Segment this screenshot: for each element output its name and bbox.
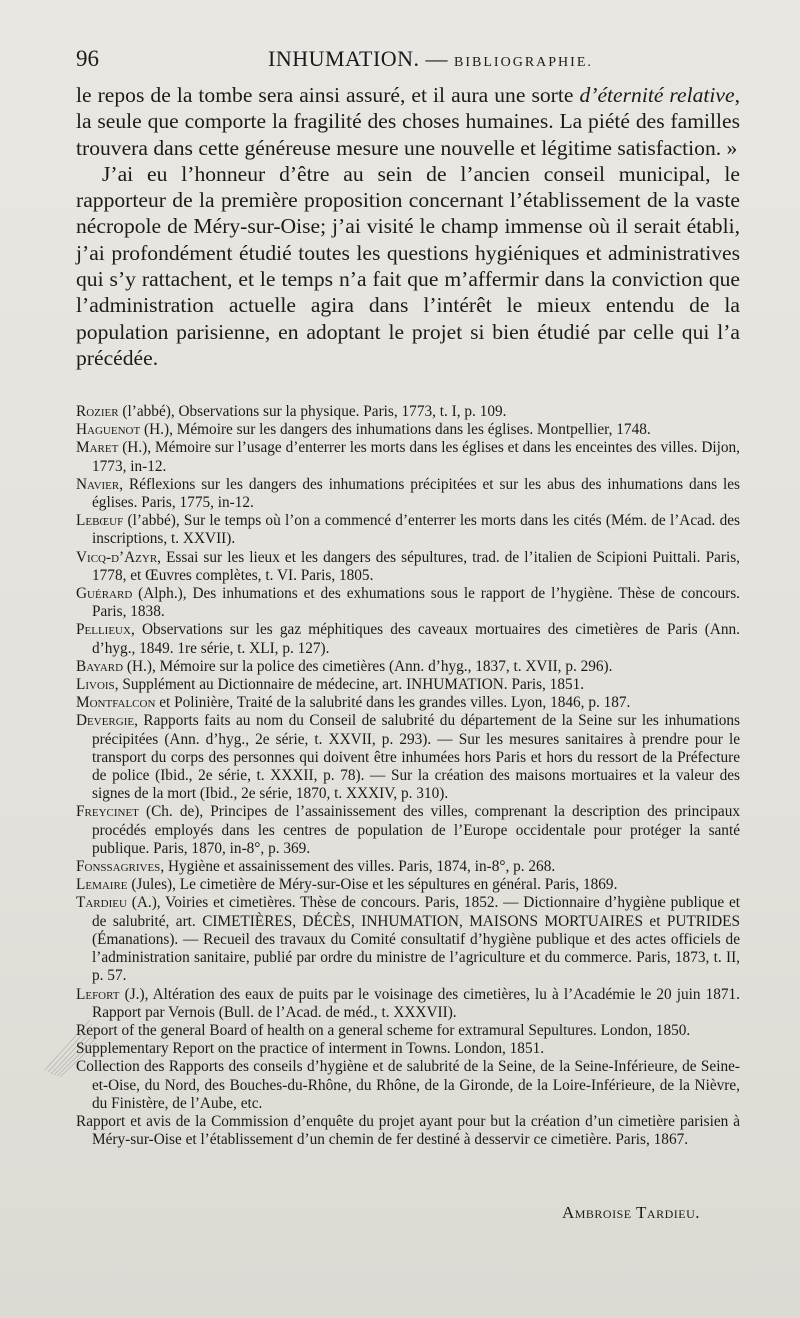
bibliography-entry [76,712,740,803]
bibliography-entry [76,585,740,621]
bibliography-text: (Ch. de), Principes de l’assainissement des villes, comprenant la description des principaux procédés employés dans les centres de population de l’Europe occidentale pour protéger la santé publique. Paris, 1870, in-8°, p. 369. [92,803,740,857]
bibliography-text: et Polinière, Traité de la salubrité dans les grandes villes. Lyon, 1846, p. 187. [155,694,631,712]
bibliography-author: Montfalcon [76,694,156,712]
paragraph-1-emphasis: d’éternité relative [579,83,735,107]
paragraph-1-end: , la seule que comporte la fragilité des choses humaines. La piété des familles trouvera dans cette généreuse mesure une nouvelle et légitime satisfaction. » [76,83,740,160]
bibliography-author: Navier [76,475,120,493]
bibliography-author: Devergie [76,712,135,730]
bibliography-entry [76,676,740,694]
bibliography-entry [76,1040,740,1058]
bibliography-entry [76,421,740,439]
bibliography-author: Freycinet [76,803,139,821]
bibliography-text: (H.), Mémoire sur les dangers des inhumations dans les églises. Montpellier, 1748. [140,421,651,439]
bibliography-entry [76,621,740,657]
bibliography-entry [76,803,740,858]
bibliography-text: , Hygiène et assainissement des villes. Paris, 1874, in-8°, p. 268. [160,858,556,876]
bibliography-list [76,403,740,1149]
bibliography-text: , Supplément au Dictionnaire de médecine, art. INHUMATION. Paris, 1851. [114,676,585,694]
bibliography-text: , Essai sur les lieux et les dangers des sépultures, trad. de l’italien de Scipioni Puittali. Paris, 1778, et Œuvres complètes, t. VI. Paris, 1805. [92,548,740,584]
page-header [76,46,740,76]
bibliography-text: (Alph.), Des inhumations et des exhumations sous le rapport de l’hygiène. Thèse de concours. Paris, 1838. [92,585,740,621]
bibliography-text: , Observations sur les gaz méphitiques des caveaux mortuaires des cimetières de Paris (Ann. d’hyg., 1849. 1re série, t. XLI, p. 127). [92,621,740,657]
bibliography-author: Pellieux [76,621,131,639]
bibliography-author: Maret [76,439,119,457]
bibliography-text: (l’abbé), Observations sur la physique. Paris, 1773, t. I, p. 109. [118,403,507,420]
bibliography-author: Vicq-d’Azyr [76,548,158,566]
bibliography-author: Lebœuf [76,512,124,530]
running-title-main: INHUMATION. — [268,46,449,71]
bibliography-entry [76,694,740,712]
author-signature: Ambroise Tardieu. [561,1203,700,1222]
bibliography-author: Bayard [76,657,124,675]
bibliography-text: (H.), Mémoire sur l’usage d’enterrer les morts dans les églises et dans les enceintes des villes. Dijon, 1773, in-12. [92,439,740,475]
bibliography-entry [76,403,740,421]
bibliography-entry [76,1058,740,1113]
bibliography-text: (l’abbé), Sur le temps où l’on a commencé d’enterrer les morts dans les cités (Mém. de l’Acad. des inscriptions, t. XXVII). [92,512,740,548]
bibliography-author: Guérard [76,585,133,603]
bibliography-author: Tardieu [76,894,127,912]
bibliography-text: Supplementary Report on the practice of interment in Towns. London, 1851. [76,1040,545,1058]
running-title-subtitle: BIBLIOGRAPHIE. [454,55,593,70]
bibliography-text: (Jules), Le cimetière de Méry-sur-Oise et les sépultures en général. Paris, 1869. [127,876,618,894]
paragraph-2: J’ai eu l’honneur d’être au sein de l’ancien conseil municipal, le rapporteur de la première proposition concernant l’établissement de la vaste nécropole de Méry-sur-Oise; j’ai visité le champ immense où il serait établi, j’ai profondément étudié toutes les questions hygiéniques et administratives qui s’y rattachent, et le temps n’a fait que m’affermir dans la conviction que l’administration actuelle agira dans l’intérêt le mieux entendu de la population parisienne, en adoptant le projet si bien étudié par celle qui l’a précédée. [76,161,740,370]
bibliography-entry [76,894,740,985]
bibliography-text: , Rapports faits au nom du Conseil de salubrité du département de la Seine sur les inhumations précipitées (Ann. d’hyg., 2e série, t. XXVII, p. 293). — Sur les mesures sanitaires à prendre pour le transport du corps des personnes qui doivent être inhumées hors Paris et hors du ressort de la Préfecture de police (Ibid., 2e série, t. XXXII, p. 78). — Sur la création des maisons mortuaires et la valeur des signes de la mort (Ibid., 2e série, 1870, t. XXXIV, p. 310). [92,712,740,803]
bibliography-entry [76,439,740,475]
bibliography-text: , Réflexions sur les dangers des inhumations précipitées et sur les abus des inhumations dans les églises. Paris, 1775, in-12. [92,475,740,512]
bibliography-entry [76,876,740,894]
bibliography-entry [76,549,740,585]
bibliography-text: Collection des Rapports des conseils d’hygiène et de salubrité de la Seine, de la Seine-Inférieure, de Seine-et-Oise, du Nord, des Bouches-du-Rhône, du Rhône, de la Gironde, de la Loire-Inférieure, de la Nièvre, du Finistère, de l’Aube, etc. [76,1058,740,1112]
paragraph-1 [76,82,740,161]
bibliography-text: (A.), Voiries et cimetières. Thèse de concours. Paris, 1852. — Dictionnaire d’hygiène publique et de salubrité, art. CIMETIÈRES, DÉCÈS, INHUMATION, MAISONS MORTUAIRES et PUTRIDES (Émanations). — Recueil des travaux du Comité consultatif d’hygiène publique et des actes officiels de l’administration sanitaire, publié par ordre du ministre de l’agriculture et du commerce. Paris, 1873, t. II, p. 57. [92,894,740,985]
bibliography-entry [76,1113,740,1149]
bibliography-text: (J.), Altération des eaux de puits par le voisinage des cimetières, lu à l’Académie le 20 juin 1871. Rapport par Vernois (Bull. de l’Acad. de méd., t. XXXVII). [92,985,740,1021]
running-title [268,46,593,72]
bibliography-entry [76,658,740,676]
bibliography-author: Lefort [76,985,120,1003]
page-smudge [40,1010,100,1080]
bibliography-author: Livois [76,676,115,694]
bibliography-author: Lemaire [76,876,128,894]
bibliography-author: Rozier [76,403,119,420]
bibliography-author: Fonssagrives [76,858,161,876]
bibliography-text: Report of the general Board of health on a general scheme for extramural Sepultures. London, 1850. [76,1021,691,1039]
bibliography-entry [76,512,740,548]
bibliography-entry [76,1022,740,1040]
bibliography-text: Rapport et avis de la Commission d’enquête du projet ayant pour but la création d’un cimetière parisien à Méry-sur-Oise et l’établissement d’un chemin de fer destiné à desservir ce cimetière. Paris, 1867. [76,1112,740,1149]
paragraph-1-start: le repos de la tombe sera ainsi assuré, et il aura une sorte [76,83,580,107]
bibliography-text: (H.), Mémoire sur la police des cimetières (Ann. d’hyg., 1837, t. XVII, p. 296). [123,657,613,675]
bibliography-author: Haguenot [76,421,141,439]
bibliography-entry [76,476,740,512]
bibliography-entry [76,858,740,876]
bibliography-entry [76,986,740,1022]
body-text [76,82,740,371]
page-number: 96 [76,46,99,71]
